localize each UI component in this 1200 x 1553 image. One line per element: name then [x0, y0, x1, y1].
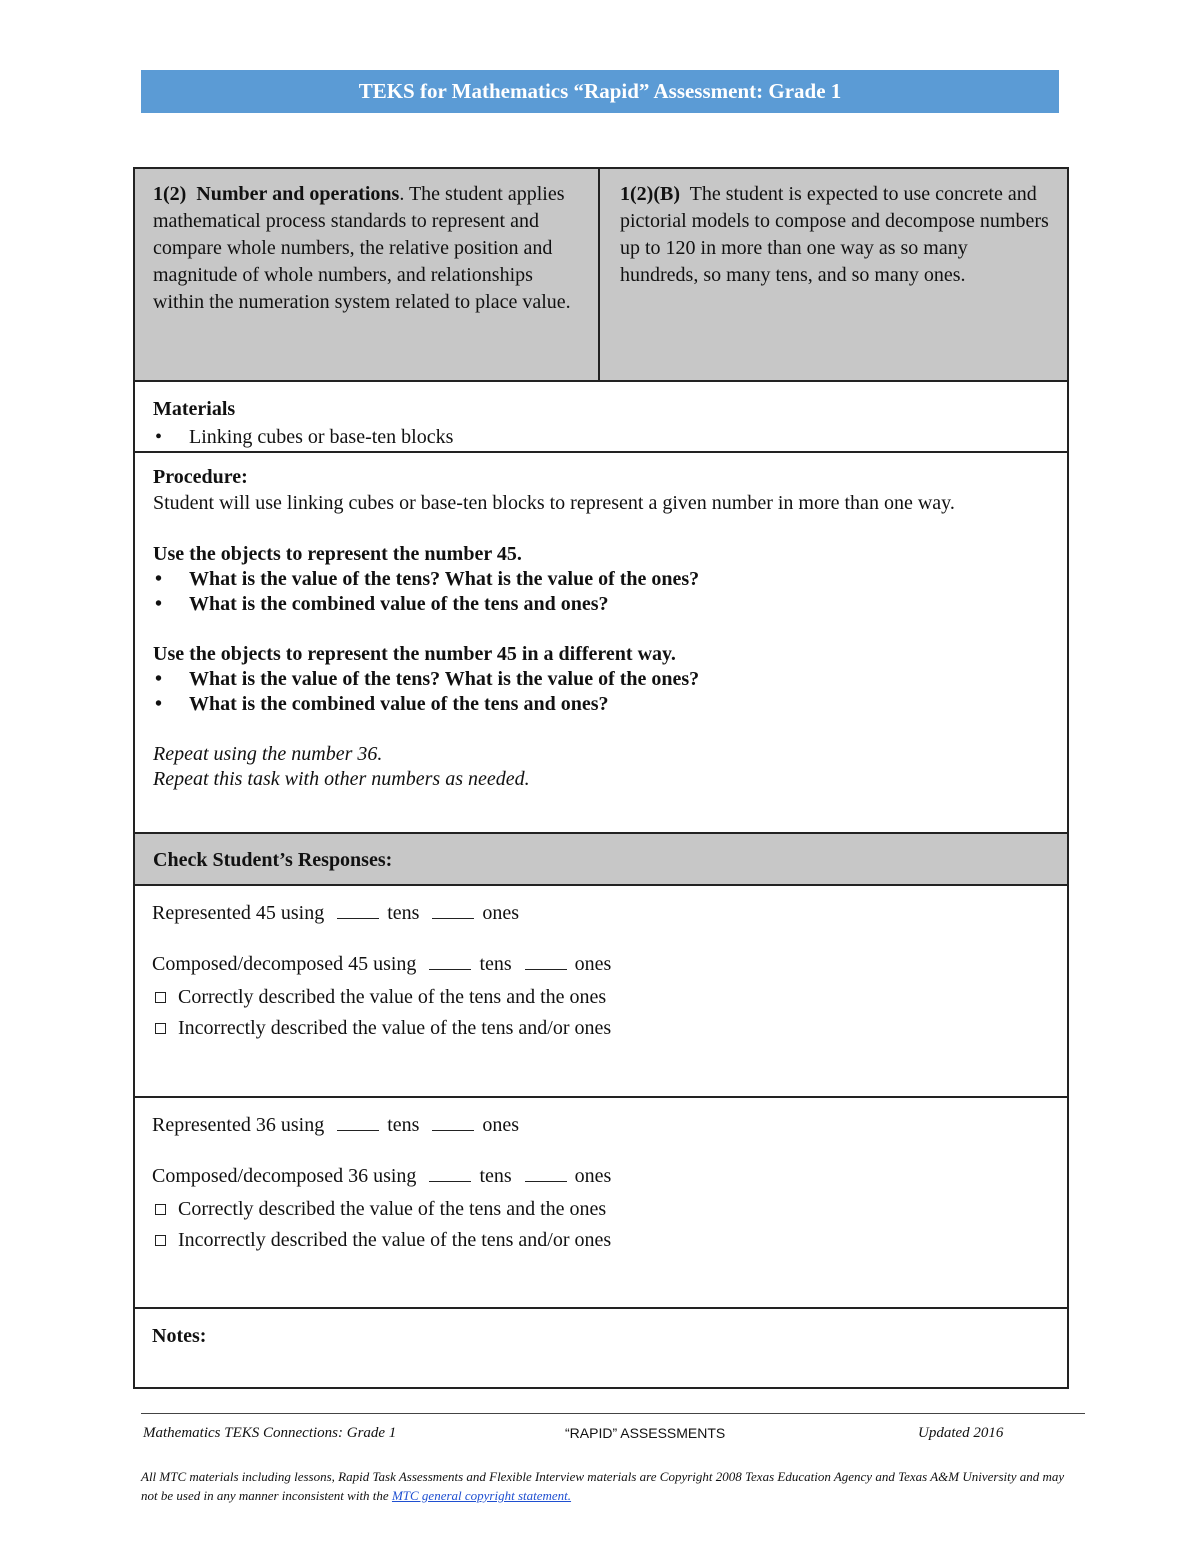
- list-item: [153, 692, 1049, 717]
- repeat-note: Repeat this task with other numbers as needed.: [153, 768, 530, 790]
- ones-label: ones: [482, 1114, 520, 1136]
- composed-line: [152, 1163, 1050, 1189]
- represented-label: Represented 45 using: [152, 902, 325, 924]
- tens-blank[interactable]: [337, 1114, 379, 1131]
- composed-label: Composed/decomposed 45 using: [152, 953, 417, 975]
- notes-heading: Notes:: [152, 1325, 207, 1347]
- ones-blank[interactable]: [525, 1165, 567, 1182]
- represented-line: [152, 1112, 1050, 1138]
- repeat-note: Repeat using the number 36.: [153, 743, 383, 765]
- standard-text: . The student applies mathematical process standards to represent and compare whole numbers, the relative position and magnitude of whole numbers, and relationships within the numeration system related to place value.: [153, 183, 571, 313]
- ones-blank[interactable]: [525, 953, 567, 970]
- ones-blank[interactable]: [432, 902, 474, 919]
- tens-label: tens: [479, 1165, 512, 1187]
- material-item: Linking cubes or base-ten blocks: [189, 426, 454, 448]
- question-2: Use the objects to represent the number 45 in a different way.: [153, 643, 676, 665]
- knowledge-standard: [135, 169, 600, 380]
- list-item: [153, 667, 1049, 692]
- tens-label: tens: [387, 902, 420, 924]
- question-2-bullet: What is the value of the tens? What is the value of the ones?: [189, 668, 700, 690]
- question-1: Use the objects to represent the number 45.: [153, 543, 522, 565]
- standard-heading: Number and operations: [196, 183, 400, 205]
- checkbox-icon[interactable]: [155, 1235, 166, 1246]
- expectation-text: The student is expected to use concrete and pictorial models to compose and decompose numbers up to 120 in more than one way as so many hundreds, so many tens, and so many ones.: [620, 183, 1049, 286]
- correct-option[interactable]: [152, 1194, 1050, 1225]
- composed-line: [152, 951, 1050, 977]
- copyright-notice: [141, 1467, 1071, 1505]
- ones-label: ones: [574, 953, 612, 975]
- procedure-heading: Procedure:: [153, 466, 248, 488]
- check-heading: Check Student’s Responses:: [153, 849, 393, 871]
- question-1-bullet: What is the combined value of the tens and ones?: [189, 593, 609, 615]
- page-title: TEKS for Mathematics “Rapid” Assessment: Grade 1: [141, 70, 1059, 113]
- tens-label: tens: [387, 1114, 420, 1136]
- footer-left: Mathematics TEKS Connections: Grade 1: [143, 1425, 397, 1441]
- footer-divider: [141, 1413, 1085, 1414]
- tens-blank[interactable]: [429, 1165, 471, 1182]
- correct-option[interactable]: [152, 982, 1050, 1013]
- check-responses-row: [135, 834, 1067, 886]
- ones-label: ones: [574, 1165, 612, 1187]
- materials-heading: Materials: [153, 398, 236, 420]
- bullet-icon: •: [155, 693, 163, 715]
- list-item: [153, 567, 1049, 592]
- bullet-icon: •: [155, 568, 163, 590]
- tens-label: tens: [479, 953, 512, 975]
- procedure-intro: Student will use linking cubes or base-ten blocks to represent a given number in more than one way.: [153, 492, 955, 514]
- copyright-link[interactable]: MTC general copyright statement.: [391, 1488, 572, 1503]
- represented-label: Represented 36 using: [152, 1114, 325, 1136]
- correct-label: Correctly described the value of the tens and the ones: [178, 986, 607, 1008]
- question-1-bullet: What is the value of the tens? What is the value of the ones?: [189, 568, 700, 590]
- composed-label: Composed/decomposed 36 using: [152, 1165, 417, 1187]
- checkbox-icon[interactable]: [155, 1204, 166, 1215]
- footer-middle: “RAPID” ASSESSMENTS: [565, 1425, 726, 1441]
- materials-row: [135, 382, 1067, 453]
- assessment-table: [133, 167, 1069, 1389]
- incorrect-option[interactable]: [152, 1013, 1050, 1044]
- checkbox-icon[interactable]: [155, 1023, 166, 1034]
- list-item: [153, 592, 1049, 617]
- ones-label: ones: [482, 902, 520, 924]
- correct-label: Correctly described the value of the tens and the ones: [178, 1198, 607, 1220]
- response-block: [135, 886, 1067, 1098]
- standards-row: [135, 169, 1067, 382]
- standard-code: 1(2): [153, 183, 187, 205]
- tens-blank[interactable]: [429, 953, 471, 970]
- expectation-standard: [602, 169, 1067, 380]
- notes-row[interactable]: [135, 1309, 1067, 1387]
- tens-blank[interactable]: [337, 902, 379, 919]
- ones-blank[interactable]: [432, 1114, 474, 1131]
- expectation-code: 1(2)(B): [620, 183, 680, 205]
- question-2-bullet: What is the combined value of the tens and ones?: [189, 693, 609, 715]
- bullet-icon: •: [155, 593, 163, 615]
- response-block: [135, 1098, 1067, 1309]
- bullet-icon: •: [155, 668, 163, 690]
- checkbox-icon[interactable]: [155, 992, 166, 1003]
- copyright-text: All MTC materials including lessons, Rapid Task Assessments and Flexible Interview materials are Copyright 2008 Texas Education Agency and Texas A&M University and may not be used in any manner inconsistent with the: [141, 1469, 1065, 1503]
- bullet-icon: •: [155, 426, 163, 448]
- list-item: [153, 423, 1049, 451]
- incorrect-option[interactable]: [152, 1225, 1050, 1256]
- footer-right: Updated 2016: [918, 1425, 1004, 1441]
- incorrect-label: Incorrectly described the value of the tens and/or ones: [178, 1229, 612, 1251]
- procedure-row: [135, 453, 1067, 834]
- incorrect-label: Incorrectly described the value of the tens and/or ones: [178, 1017, 612, 1039]
- represented-line: [152, 900, 1050, 926]
